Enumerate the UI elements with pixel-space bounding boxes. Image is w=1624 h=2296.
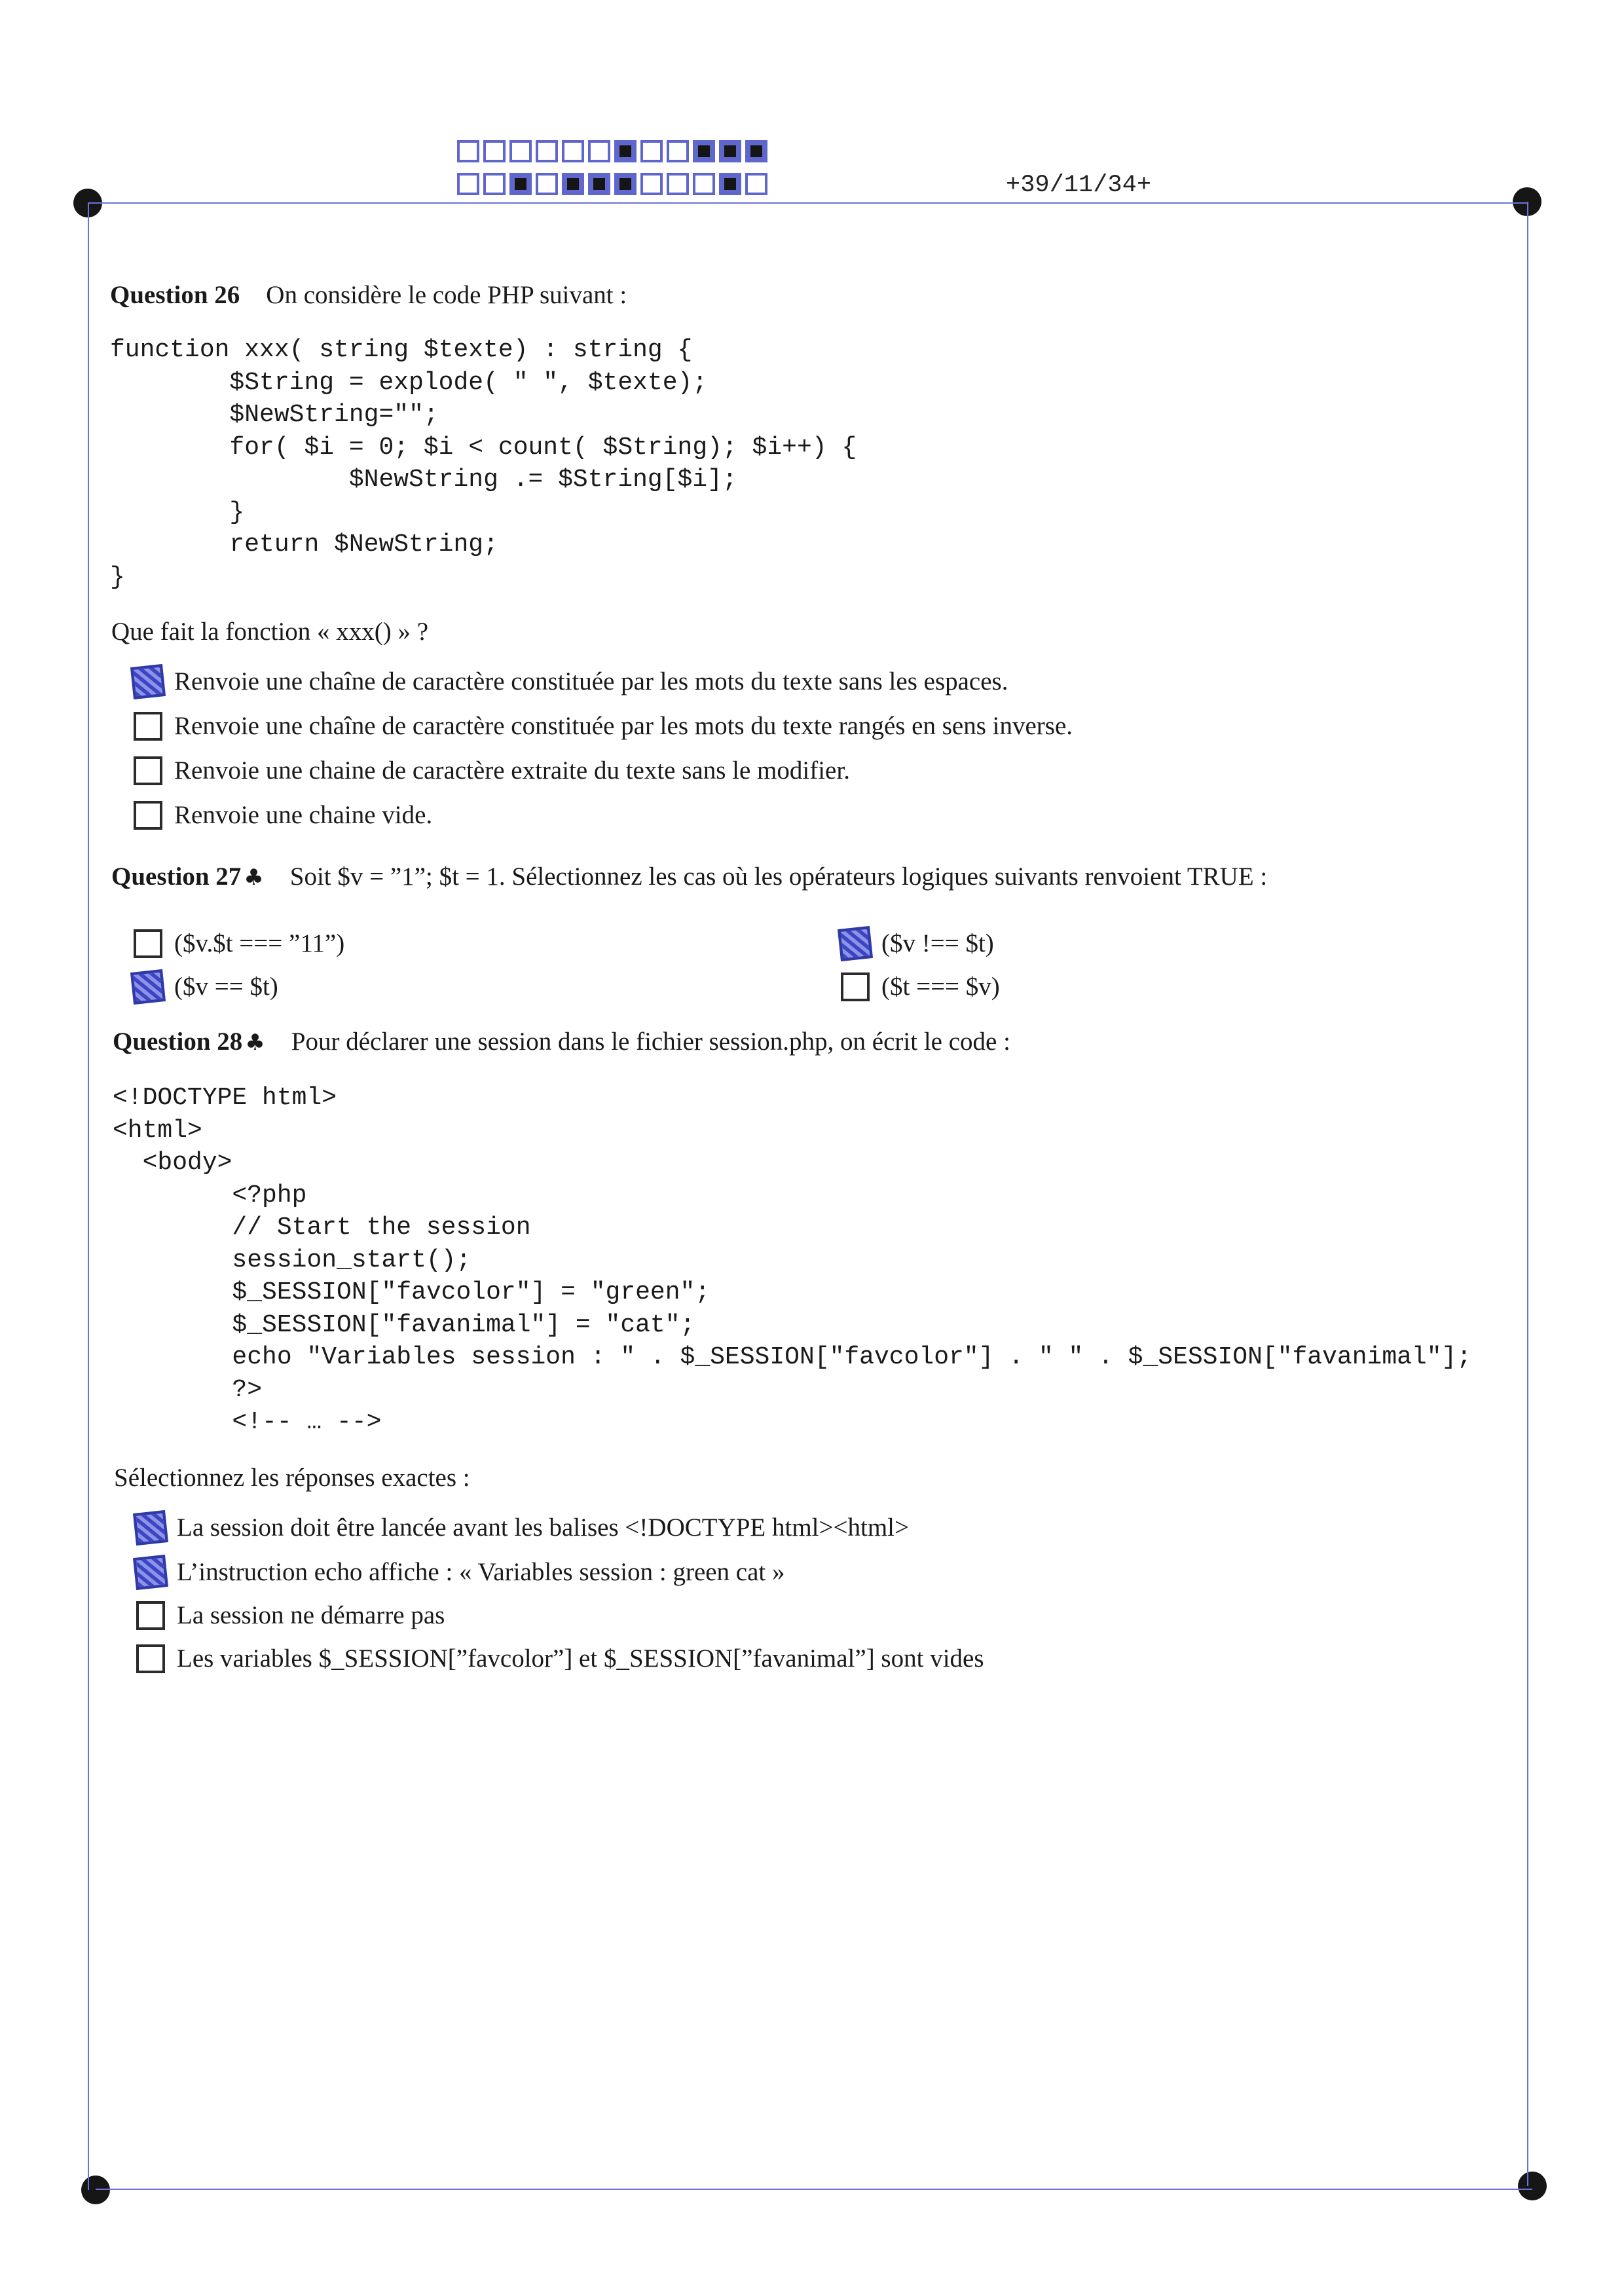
frame-top-line xyxy=(88,202,1527,204)
answer-option[interactable] xyxy=(134,929,344,958)
barcode-cell xyxy=(693,173,715,195)
checkbox[interactable] xyxy=(841,972,870,1001)
page-id: +39/11/34+ xyxy=(1006,172,1152,199)
barcode-cell xyxy=(640,173,663,195)
barcode-cell xyxy=(457,140,479,162)
answer-option[interactable] xyxy=(134,667,1008,696)
barcode-cell xyxy=(667,140,689,162)
answer-option[interactable] xyxy=(841,972,1000,1001)
answer-option[interactable] xyxy=(841,929,994,958)
answer-label: ($t === $v) xyxy=(881,972,1000,1001)
answer-option[interactable] xyxy=(136,1601,445,1630)
barcode-cell xyxy=(745,173,767,195)
club-icon: ♣ xyxy=(244,864,264,891)
barcode-cell xyxy=(719,173,741,195)
barcode-cell xyxy=(562,173,584,195)
barcode-cell xyxy=(588,173,610,195)
barcode-cell xyxy=(745,140,767,162)
answer-option[interactable] xyxy=(136,1513,909,1542)
answer-label: Renvoie une chaine de caractère extraite du texte sans le modifier. xyxy=(174,756,850,785)
checkbox[interactable] xyxy=(136,1601,165,1630)
answer-label: Renvoie une chaîne de caractère constituée par les mots du texte sans les espaces. xyxy=(174,667,1008,695)
answer-option[interactable] xyxy=(134,972,278,1001)
barcode-cell xyxy=(614,173,637,195)
php-code-block: function xxx( string $texte) : string { $String = explode( " ", $texte); $NewString=""; for( $i = 0; $i < count( $String); $i++) { $NewString .= $String[$i]; } return $NewString; } xyxy=(110,336,857,591)
answer-option[interactable] xyxy=(134,711,1073,741)
answer-label: ($v == $t) xyxy=(174,972,278,1001)
club-icon: ♣ xyxy=(245,1029,265,1056)
checkbox[interactable] xyxy=(134,801,162,830)
barcode-cell xyxy=(536,173,558,195)
frame-bottom-line xyxy=(96,2189,1532,2190)
checkbox[interactable] xyxy=(130,663,166,699)
barcode-cell xyxy=(483,173,506,195)
frame-right-line xyxy=(1527,202,1528,2186)
question-28-heading xyxy=(113,1027,1010,1056)
question-prompt: Pour déclarer une session dans le fichier session.php, on écrit le code : xyxy=(291,1028,1010,1056)
question-26-text: Que fait la fonction « xxx() » ? xyxy=(111,618,429,646)
answer-option[interactable] xyxy=(134,800,432,830)
answer-label: Renvoie une chaîne de caractère constituée par les mots du texte rangés en sens inverse. xyxy=(174,712,1073,740)
answer-option[interactable] xyxy=(136,1557,785,1587)
barcode-cell xyxy=(588,140,610,162)
barcode-cell xyxy=(667,173,689,195)
question-27-heading xyxy=(111,862,1267,891)
barcode-row-2 xyxy=(457,173,767,195)
barcode-cell xyxy=(509,140,532,162)
question-number-text: Question 28 xyxy=(113,1028,243,1056)
answer-label: Renvoie une chaine vide. xyxy=(174,801,433,829)
question-number-text: Question 27 xyxy=(111,862,242,891)
answer-label: L’instruction echo affiche : « Variables session : green cat » xyxy=(177,1558,785,1586)
frame-left-line xyxy=(88,203,89,2190)
barcode-cell xyxy=(719,140,741,162)
question-number: Question 26 xyxy=(110,281,240,309)
barcode-cell xyxy=(509,173,532,195)
barcode-cell xyxy=(536,140,558,162)
answer-label: ($v !== $t) xyxy=(881,929,994,957)
question-26-heading xyxy=(110,280,627,310)
question-prompt: On considère le code PHP suivant : xyxy=(266,281,627,309)
checkbox[interactable] xyxy=(838,925,873,961)
checkbox[interactable] xyxy=(134,712,162,741)
barcode-row-1 xyxy=(457,140,767,162)
answer-label: ($v.$t === ”11”) xyxy=(174,929,345,957)
checkbox[interactable] xyxy=(134,756,162,785)
question-number xyxy=(111,862,290,891)
barcode-cell xyxy=(483,140,506,162)
answer-label: La session ne démarre pas xyxy=(177,1601,445,1629)
checkbox[interactable] xyxy=(134,929,162,958)
registration-mark-bottom-left xyxy=(81,2176,110,2204)
checkbox[interactable] xyxy=(133,1554,168,1589)
barcode-cell xyxy=(562,140,584,162)
answer-label: Les variables $_SESSION[”favcolor”] et $_SESSION[”favanimal”] sont vides xyxy=(177,1644,984,1673)
question-prompt: Soit $v = ”1”; $t = 1. Sélectionnez les cas où les opérateurs logiques suivants renvoient TRUE : xyxy=(289,862,1268,891)
answer-option[interactable] xyxy=(136,1644,984,1673)
question-number xyxy=(113,1028,291,1056)
barcode-cell xyxy=(614,140,637,162)
registration-mark-bottom-right xyxy=(1518,2172,1547,2200)
checkbox[interactable] xyxy=(130,969,166,1004)
barcode-cell xyxy=(640,140,663,162)
barcode-cell xyxy=(693,140,715,162)
checkbox[interactable] xyxy=(133,1509,168,1545)
html-php-code-block: <!DOCTYPE html> <html> <body> <?php // Start the session session_start(); $_SESSION["favcolor"] = "green"; $_SESSION["favanimal"] = "cat"; echo "Variables session : " . $_SESSION["favcolor"] . " " . $_SESSION["favanimal"]; ?> <!-- … --> xyxy=(113,1084,1472,1436)
answer-option[interactable] xyxy=(134,756,850,785)
question-28-text: Sélectionnez les réponses exactes : xyxy=(114,1464,470,1492)
checkbox[interactable] xyxy=(136,1644,165,1673)
answer-label: La session doit être lancée avant les balises <!DOCTYPE html><html> xyxy=(177,1513,909,1542)
barcode-cell xyxy=(457,173,479,195)
